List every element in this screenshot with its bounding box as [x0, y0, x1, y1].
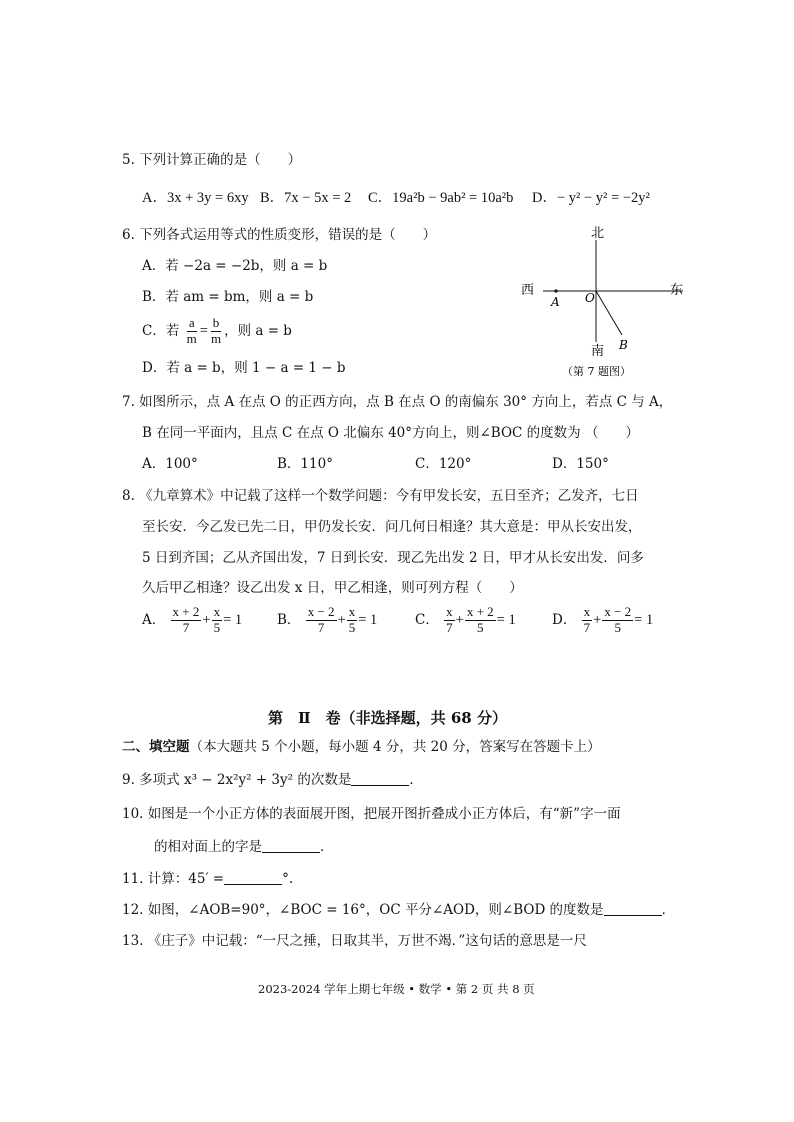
- question-8-line-4: 久后甲乙相逢？设乙出发 x 日，甲乙相逢，则可列方程（ ）: [142, 580, 523, 596]
- question-12-end: ．: [661, 902, 676, 918]
- option-d: − y² − y² = −2y²: [556, 190, 650, 206]
- question-11: [122, 872, 293, 887]
- question-7-option-d: D．150°: [552, 456, 609, 472]
- label-west: 西: [521, 283, 535, 298]
- question-9-text: 9. 多项式 x³ − 2x²y² + 3y² 的次数是: [122, 772, 352, 788]
- label-north: 北: [591, 226, 605, 241]
- question-11-text: 11. 计算：45′ =: [122, 871, 225, 887]
- answer-blank: [224, 872, 282, 885]
- option-d-label: D．: [532, 190, 557, 206]
- option-b-label: B．: [277, 611, 301, 628]
- question-7-option-c: C．120°: [415, 456, 472, 472]
- question-8-line-3: 5 日到齐国；乙从齐国出发，7 日到长安．现乙先出发 2 日，甲才从长安出发．问多: [142, 550, 644, 566]
- option-c-label: C．若: [142, 322, 180, 339]
- label-point-o: O: [585, 291, 595, 305]
- question-8-option-b: B． $\frac{x - 2}{7}$ + $\frac{x}{5}$ = 1: [277, 604, 378, 635]
- question-5-option-c: [368, 191, 513, 206]
- page-footer: 2023-2024 学年上期七年级 • 数学 • 第 2 页 共 8 页: [258, 982, 535, 996]
- fill-description: （本大题共 5 个小题，每小题 4 分，共 20 分，答案写在答题卡上）: [189, 739, 601, 755]
- question-10-end: ．: [320, 839, 334, 855]
- option-c-tail: ，则 a = b: [224, 322, 292, 339]
- question-10-line-2: [154, 840, 334, 855]
- question-7-option-a: A．100°: [142, 456, 198, 472]
- question-8-option-c: C． $\frac{x}{7}$ + $\frac{x + 2}{5}$ = 1: [415, 604, 516, 635]
- option-b-label: B．: [260, 190, 285, 206]
- question-12: [122, 903, 675, 918]
- question-6-option-b: B．若 am = bm，则 a = b: [142, 289, 314, 305]
- label-point-b: B: [619, 338, 628, 352]
- question-7-line-1: 7. 如图所示，点 A 在点 O 的正西方向，点 B 在点 O 的南偏东 30° 方向上，若点 C 与 A，: [122, 394, 673, 410]
- question-6-option-c: C．若 $\frac{a}{m}$ = $\frac{b}{m}$ ，则 a = b: [142, 315, 292, 346]
- label-east: 东: [670, 283, 684, 298]
- question-10-line-1: 10. 如图是一个小正方体的表面展开图，把展开图折叠成小正方体后，有“新”字一面: [122, 806, 621, 822]
- question-6-option-d: D．若 a = b，则 1 − a = 1 − b: [142, 360, 346, 376]
- question-5-stem: 5. 下列计算正确的是（ ）: [122, 152, 302, 168]
- question-8-option-a: A． $\frac{x + 2}{7}$ + $\frac{x}{5}$ = 1: [142, 604, 243, 635]
- ray-ob: [596, 291, 622, 335]
- section-2-title: 第 Ⅱ 卷（非选择题，共 68 分）: [268, 709, 507, 727]
- label-point-a: A: [551, 295, 560, 309]
- compass-diagram: [515, 222, 695, 384]
- question-7-line-2: B 在同一平面内，且点 C 在点 O 北偏东 40°方向上，则∠BOC 的度数为 （ ）: [142, 425, 639, 441]
- point-a-dot: [554, 289, 557, 292]
- option-c: 19a²b − 9ab² = 10a²b: [392, 190, 514, 206]
- question-5-option-d: [532, 191, 650, 206]
- option-d-label: D．: [552, 611, 577, 628]
- question-5-option-b: [260, 191, 351, 206]
- option-a-label: A．: [142, 190, 167, 206]
- figure-7-caption: （第 7 题图）: [562, 365, 631, 378]
- option-c-label: C．: [415, 611, 439, 628]
- question-11-end: °.: [282, 871, 294, 887]
- option-b: 7x − 5x = 2: [284, 190, 352, 206]
- option-a-label: A．: [142, 611, 166, 628]
- answer-blank: [262, 840, 320, 853]
- question-6-stem: 6. 下列各式运用等式的性质变形，错误的是（ ）: [122, 227, 437, 243]
- answer-blank: [604, 903, 662, 916]
- label-south: 南: [591, 344, 605, 359]
- option-c-label: C．: [368, 190, 393, 206]
- question-9-end: ．: [409, 772, 423, 788]
- question-8-option-d: D． $\frac{x}{7}$ + $\frac{x - 2}{5}$ = 1: [552, 604, 654, 635]
- option-a: 3x + 3y = 6xy: [166, 190, 249, 206]
- question-5-options: [142, 191, 249, 206]
- fraction-a-over-m: $\frac{a}{m}$: [186, 315, 197, 346]
- fill-heading: 二、填空题: [122, 739, 190, 755]
- question-13-line-1: 13. 《庄子》中记载：“一尺之捶，日取其半，万世不竭．”这句话的意思是一尺: [122, 933, 587, 949]
- fill-in-section-header: [122, 741, 601, 755]
- answer-blank: [351, 773, 409, 786]
- question-9: [122, 773, 423, 788]
- question-12-text: 12. 如图，∠AOB=90°，∠BOC = 16°，OC 平分∠AOD，则∠BOD 的度数是: [122, 902, 604, 918]
- fraction-b-over-m: $\frac{b}{m}$: [210, 315, 222, 346]
- question-10-text: 的相对面上的字是: [154, 839, 262, 855]
- question-8-line-1: 8. 《九章算术》中记载了这样一个数学问题：今有甲发长安，五日至齐；乙发齐，七日: [122, 488, 639, 504]
- question-6-option-a: A．若 −2a = −2b，则 a = b: [142, 258, 328, 274]
- question-7-option-b: B．110°: [277, 456, 333, 472]
- question-8-line-2: 至长安．今乙发已先二日，甲仍发长安．问几何日相逢？其大意是：甲从长安出发，: [142, 519, 642, 535]
